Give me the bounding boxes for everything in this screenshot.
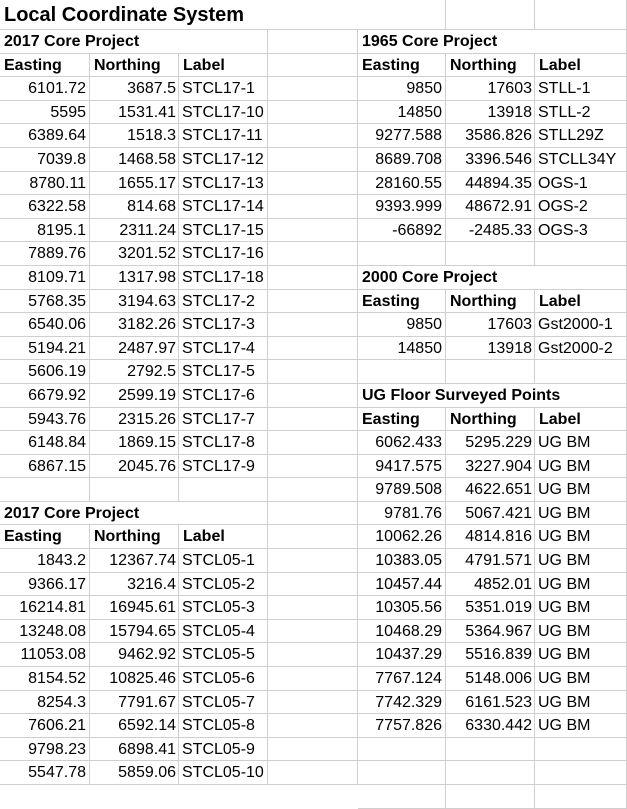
northing-cell[interactable]: 4814.816 [446, 525, 535, 549]
empty-cell[interactable] [268, 478, 358, 502]
sheet-row [0, 54, 358, 78]
northing-cell[interactable]: 10825.46 [90, 667, 179, 691]
sheet-row [0, 313, 358, 337]
northing-cell[interactable]: -2485.33 [446, 219, 535, 243]
sheet-row [358, 549, 627, 573]
easting-cell[interactable]: 7889.76 [0, 242, 90, 266]
northing-cell[interactable]: 2792.5 [90, 360, 179, 384]
sheet-row [0, 290, 358, 314]
northing-cell[interactable]: 814.68 [90, 195, 179, 219]
sheet-row [358, 691, 627, 715]
sheet-row [358, 148, 627, 172]
label-cell[interactable]: UG BM [535, 478, 627, 502]
label-cell[interactable]: STCL17-18 [179, 266, 268, 290]
easting-cell[interactable]: 5768.35 [0, 290, 90, 314]
label-cell[interactable]: STCL17-13 [179, 172, 268, 196]
label-cell[interactable]: Gst2000-2 [535, 337, 627, 361]
label-cell[interactable]: STLL-2 [535, 101, 627, 125]
easting-cell[interactable]: 1843.2 [0, 549, 90, 573]
easting-cell[interactable]: 10062.26 [358, 525, 446, 549]
easting-cell[interactable]: 10305.56 [358, 596, 446, 620]
northing-cell[interactable]: 1317.98 [90, 266, 179, 290]
label-cell[interactable]: STCL17-10 [179, 101, 268, 125]
empty-cell[interactable] [268, 148, 358, 172]
label-cell[interactable]: UG BM [535, 525, 627, 549]
empty-cell[interactable] [268, 195, 358, 219]
northing-cell[interactable]: 12367.74 [90, 549, 179, 573]
sheet-row [0, 77, 358, 101]
empty-cell[interactable] [535, 30, 627, 54]
northing-cell[interactable]: 3201.52 [90, 242, 179, 266]
sheet-row [358, 667, 627, 691]
sheet-row [358, 525, 627, 549]
easting-cell[interactable]: 13248.08 [0, 620, 90, 644]
label-cell[interactable]: STCL17-9 [179, 455, 268, 479]
empty-cell[interactable] [268, 596, 358, 620]
easting-cell[interactable]: 6062.433 [358, 431, 446, 455]
northing-cell[interactable]: 5295.229 [446, 431, 535, 455]
easting-cell[interactable]: 9393.999 [358, 195, 446, 219]
label-cell[interactable]: Gst2000-1 [535, 313, 627, 337]
sheet-row [0, 549, 358, 573]
easting-cell[interactable]: 5595 [0, 101, 90, 125]
northing-cell[interactable]: 4622.651 [446, 478, 535, 502]
empty-cell[interactable] [535, 266, 627, 290]
label-cell[interactable]: UG BM [535, 502, 627, 526]
easting-cell[interactable]: 5943.76 [0, 408, 90, 432]
empty-cell[interactable] [268, 30, 358, 54]
northing-header[interactable]: Northing [446, 54, 535, 78]
section-title[interactable]: 2017 Core Project [0, 502, 179, 526]
northing-cell[interactable]: 5364.967 [446, 620, 535, 644]
label-cell[interactable]: STCL17-8 [179, 431, 268, 455]
northing-cell[interactable]: 3227.904 [446, 455, 535, 479]
northing-cell[interactable]: 15794.65 [90, 620, 179, 644]
easting-cell[interactable]: 7757.826 [358, 714, 446, 738]
sheet-row [358, 384, 627, 408]
easting-cell[interactable]: 6540.06 [0, 313, 90, 337]
northing-cell[interactable]: 6592.14 [90, 714, 179, 738]
label-cell[interactable]: UG BM [535, 714, 627, 738]
northing-cell[interactable]: 7791.67 [90, 691, 179, 715]
label-header[interactable]: Label [535, 290, 627, 314]
northing-cell[interactable]: 6330.442 [446, 714, 535, 738]
sheet-row [0, 502, 358, 526]
easting-cell[interactable]: 14850 [358, 101, 446, 125]
label-cell[interactable]: STCL17-12 [179, 148, 268, 172]
sheet-row [0, 431, 358, 455]
northing-cell[interactable]: 9462.92 [90, 643, 179, 667]
easting-cell[interactable]: 6322.58 [0, 195, 90, 219]
label-cell[interactable]: UG BM [535, 667, 627, 691]
label-cell[interactable]: STCL05-4 [179, 620, 268, 644]
empty-cell[interactable] [268, 573, 358, 597]
label-cell[interactable]: STCL17-16 [179, 242, 268, 266]
sheet-row [358, 360, 627, 384]
label-cell[interactable]: UG BM [535, 573, 627, 597]
sheet-row [358, 54, 627, 78]
sheet-row [358, 620, 627, 644]
empty-cell[interactable] [268, 549, 358, 573]
empty-cell[interactable] [268, 408, 358, 432]
easting-header[interactable]: Easting [358, 290, 446, 314]
sheet-row [358, 266, 627, 290]
easting-cell[interactable]: 8689.708 [358, 148, 446, 172]
empty-cell[interactable] [535, 761, 627, 785]
sheet-row [358, 714, 627, 738]
northing-cell[interactable]: 1468.58 [90, 148, 179, 172]
easting-cell[interactable]: 10457.44 [358, 573, 446, 597]
label-cell[interactable]: STCL05-8 [179, 714, 268, 738]
northing-header[interactable]: Northing [446, 290, 535, 314]
easting-cell[interactable]: 7606.21 [0, 714, 90, 738]
empty-cell[interactable] [268, 172, 358, 196]
easting-cell[interactable]: 9781.76 [358, 502, 446, 526]
northing-cell[interactable]: 48672.91 [446, 195, 535, 219]
sheet-row [0, 172, 358, 196]
label-cell[interactable]: STCL05-9 [179, 738, 268, 762]
easting-cell[interactable]: 16214.81 [0, 596, 90, 620]
empty-cell[interactable] [446, 761, 535, 785]
northing-cell[interactable]: 3216.4 [90, 573, 179, 597]
sheet-row [0, 337, 358, 361]
northing-cell[interactable]: 1869.15 [90, 431, 179, 455]
empty-cell[interactable] [268, 124, 358, 148]
northing-cell[interactable]: 3194.63 [90, 290, 179, 314]
easting-header[interactable]: Easting [358, 408, 446, 432]
empty-cell[interactable] [179, 478, 268, 502]
easting-cell[interactable]: 5606.19 [0, 360, 90, 384]
northing-cell[interactable]: 4852.01 [446, 573, 535, 597]
easting-cell[interactable]: 6679.92 [0, 384, 90, 408]
empty-cell[interactable] [535, 242, 627, 266]
northing-cell[interactable]: 2315.26 [90, 408, 179, 432]
label-cell[interactable]: STCL17-7 [179, 408, 268, 432]
sheet-row [358, 124, 627, 148]
empty-cell[interactable] [179, 502, 268, 526]
easting-cell[interactable]: 7742.329 [358, 691, 446, 715]
label-header[interactable]: Label [179, 54, 268, 78]
sheet-row [358, 30, 627, 54]
label-cell[interactable]: STCL17-1 [179, 77, 268, 101]
label-cell[interactable]: STLL-1 [535, 77, 627, 101]
label-cell[interactable]: STCL17-11 [179, 124, 268, 148]
sheet-row [0, 714, 358, 738]
empty-cell[interactable] [358, 0, 446, 30]
sheet-row [0, 101, 358, 125]
easting-cell[interactable]: 6101.72 [0, 77, 90, 101]
empty-cell[interactable] [268, 101, 358, 125]
easting-cell[interactable]: 6389.64 [0, 124, 90, 148]
label-cell[interactable]: UG BM [535, 620, 627, 644]
empty-cell[interactable] [535, 384, 627, 408]
northing-cell[interactable]: 13918 [446, 337, 535, 361]
easting-cell[interactable]: 10437.29 [358, 643, 446, 667]
northing-header[interactable]: Northing [446, 408, 535, 432]
sheet-row [358, 337, 627, 361]
label-cell[interactable]: OGS-2 [535, 195, 627, 219]
northing-cell[interactable]: 5067.421 [446, 502, 535, 526]
label-cell[interactable]: UG BM [535, 691, 627, 715]
easting-cell[interactable]: 8195.1 [0, 219, 90, 243]
sheet-row [0, 691, 358, 715]
easting-cell[interactable]: 7767.124 [358, 667, 446, 691]
empty-cell[interactable] [535, 0, 627, 30]
northing-cell[interactable]: 1655.17 [90, 172, 179, 196]
sheet-row [358, 0, 627, 30]
sheet-row [0, 30, 358, 54]
empty-cell[interactable] [446, 0, 535, 30]
sheet-row [358, 290, 627, 314]
sheet-row [0, 525, 358, 549]
northing-cell[interactable]: 2599.19 [90, 384, 179, 408]
sheet-row [0, 360, 358, 384]
sheet-row [0, 148, 358, 172]
sheet-row [358, 502, 627, 526]
empty-cell[interactable] [268, 360, 358, 384]
empty-cell[interactable] [268, 77, 358, 101]
sheet-row [358, 455, 627, 479]
easting-cell[interactable]: 9789.508 [358, 478, 446, 502]
northing-cell[interactable]: 3586.826 [446, 124, 535, 148]
label-cell[interactable]: STCL17-2 [179, 290, 268, 314]
section-title[interactable]: 1965 Core Project [358, 30, 535, 54]
empty-cell[interactable] [535, 360, 627, 384]
empty-cell[interactable] [268, 242, 358, 266]
empty-cell[interactable] [268, 761, 358, 785]
empty-cell[interactable] [268, 219, 358, 243]
label-cell[interactable]: STCL17-15 [179, 219, 268, 243]
northing-cell[interactable]: 16945.61 [90, 596, 179, 620]
northing-cell[interactable]: 17603 [446, 77, 535, 101]
label-cell[interactable]: STCL05-2 [179, 573, 268, 597]
northing-cell[interactable]: 5148.006 [446, 667, 535, 691]
sheet-row [358, 242, 627, 266]
sheet-row [0, 738, 358, 762]
northing-header[interactable]: Northing [90, 54, 179, 78]
easting-cell[interactable]: 9798.23 [0, 738, 90, 762]
empty-cell[interactable] [268, 525, 358, 549]
label-cell[interactable]: STCL05-6 [179, 667, 268, 691]
sheet-row [0, 620, 358, 644]
easting-cell[interactable]: 10468.29 [358, 620, 446, 644]
easting-cell[interactable]: 7039.8 [0, 148, 90, 172]
northing-cell[interactable]: 3182.26 [90, 313, 179, 337]
label-cell[interactable]: STCL17-14 [179, 195, 268, 219]
sheet-row [358, 643, 627, 667]
sheet-row [358, 101, 627, 125]
empty-cell[interactable] [268, 714, 358, 738]
sheet-row [0, 573, 358, 597]
empty-cell[interactable] [358, 761, 446, 785]
sheet-row [358, 573, 627, 597]
easting-cell[interactable]: 8254.3 [0, 691, 90, 715]
northing-cell[interactable]: 5516.839 [446, 643, 535, 667]
label-cell[interactable]: UG BM [535, 643, 627, 667]
easting-cell[interactable]: 9417.575 [358, 455, 446, 479]
easting-cell[interactable]: 5194.21 [0, 337, 90, 361]
northing-cell[interactable]: 1531.41 [90, 101, 179, 125]
label-header[interactable]: Label [179, 525, 268, 549]
sheet-row [358, 761, 627, 785]
northing-cell[interactable]: 5351.019 [446, 596, 535, 620]
sheet-row [358, 431, 627, 455]
section-title[interactable]: 2000 Core Project [358, 266, 535, 290]
label-cell[interactable]: UG BM [535, 596, 627, 620]
sheet-row [0, 266, 358, 290]
label-header[interactable]: Label [535, 408, 627, 432]
label-cell[interactable]: UG BM [535, 549, 627, 573]
northing-cell[interactable]: 2487.97 [90, 337, 179, 361]
label-cell[interactable]: STCL17-6 [179, 384, 268, 408]
sheet-row [358, 478, 627, 502]
easting-cell[interactable]: -66892 [358, 219, 446, 243]
easting-header[interactable]: Easting [0, 54, 90, 78]
easting-cell[interactable]: 8154.52 [0, 667, 90, 691]
section-title[interactable]: UG Floor Surveyed Points [358, 384, 535, 408]
sheet-row [358, 738, 627, 762]
label-cell[interactable]: STCL05-1 [179, 549, 268, 573]
empty-cell[interactable] [446, 738, 535, 762]
easting-cell[interactable]: 8109.71 [0, 266, 90, 290]
northing-header[interactable]: Northing [90, 525, 179, 549]
northing-cell[interactable]: 1518.3 [90, 124, 179, 148]
section-title[interactable]: 2017 Core Project [0, 30, 179, 54]
northing-cell[interactable]: 6161.523 [446, 691, 535, 715]
easting-cell[interactable]: 5547.78 [0, 761, 90, 785]
empty-cell[interactable] [268, 643, 358, 667]
empty-cell[interactable] [268, 337, 358, 361]
easting-header[interactable]: Easting [0, 525, 90, 549]
empty-cell[interactable] [268, 455, 358, 479]
northing-cell[interactable]: 44894.35 [446, 172, 535, 196]
sheet-row [0, 643, 358, 667]
easting-cell[interactable]: 6867.15 [0, 455, 90, 479]
label-cell[interactable]: UG BM [535, 431, 627, 455]
sheet-row [0, 667, 358, 691]
empty-cell[interactable] [358, 738, 446, 762]
label-cell[interactable]: OGS-1 [535, 172, 627, 196]
empty-cell[interactable] [268, 738, 358, 762]
northing-cell[interactable]: 3396.546 [446, 148, 535, 172]
empty-cell[interactable] [446, 242, 535, 266]
label-cell[interactable]: STCL05-7 [179, 691, 268, 715]
northing-cell[interactable]: 4791.571 [446, 549, 535, 573]
sheet-row [0, 596, 358, 620]
sheet-row [358, 172, 627, 196]
sheet-row [0, 0, 358, 30]
right-column [358, 0, 627, 809]
easting-cell[interactable]: 9850 [358, 77, 446, 101]
sheet-row [0, 761, 358, 785]
northing-cell[interactable]: 2311.24 [90, 219, 179, 243]
sheet-row [0, 242, 358, 266]
easting-cell[interactable]: 10383.05 [358, 549, 446, 573]
easting-cell[interactable]: 6148.84 [0, 431, 90, 455]
sheet-title[interactable]: Local Coordinate System [0, 0, 358, 30]
easting-cell[interactable]: 9277.588 [358, 124, 446, 148]
sheet-row [0, 384, 358, 408]
label-cell[interactable]: OGS-3 [535, 219, 627, 243]
sheet-row [358, 77, 627, 101]
label-cell[interactable]: STCL05-5 [179, 643, 268, 667]
northing-cell[interactable]: 3687.5 [90, 77, 179, 101]
empty-cell[interactable] [0, 478, 90, 502]
empty-cell[interactable] [268, 54, 358, 78]
label-cell[interactable]: STCL05-3 [179, 596, 268, 620]
label-cell[interactable]: STCL17-5 [179, 360, 268, 384]
label-cell[interactable]: STCLL34Y [535, 148, 627, 172]
sheet-row [0, 408, 358, 432]
sheet-row [0, 478, 358, 502]
sheet-row [0, 219, 358, 243]
sheet-row [358, 313, 627, 337]
sheet-row [358, 195, 627, 219]
empty-cell[interactable] [268, 431, 358, 455]
label-cell[interactable]: STLL29Z [535, 124, 627, 148]
label-cell[interactable]: STCL17-4 [179, 337, 268, 361]
sheet-row [358, 219, 627, 243]
label-header[interactable]: Label [535, 54, 627, 78]
empty-cell[interactable] [268, 313, 358, 337]
empty-cell[interactable] [268, 691, 358, 715]
empty-cell[interactable] [268, 266, 358, 290]
northing-cell[interactable]: 13918 [446, 101, 535, 125]
empty-cell[interactable] [535, 738, 627, 762]
sheet-row [0, 124, 358, 148]
northing-cell[interactable]: 17603 [446, 313, 535, 337]
empty-cell[interactable] [268, 502, 358, 526]
northing-cell[interactable]: 2045.76 [90, 455, 179, 479]
easting-cell[interactable]: 11053.08 [0, 643, 90, 667]
sheet-row [0, 195, 358, 219]
empty-cell[interactable] [90, 478, 179, 502]
empty-cell[interactable] [268, 620, 358, 644]
empty-cell[interactable] [179, 30, 268, 54]
easting-cell[interactable]: 8780.11 [0, 172, 90, 196]
label-cell[interactable]: STCL17-3 [179, 313, 268, 337]
northing-cell[interactable]: 6898.41 [90, 738, 179, 762]
sheet-row [358, 408, 627, 432]
sheet-row [0, 455, 358, 479]
empty-cell[interactable] [268, 667, 358, 691]
easting-cell[interactable]: 9366.17 [0, 573, 90, 597]
easting-cell[interactable]: 14850 [358, 337, 446, 361]
empty-cell[interactable] [358, 242, 446, 266]
northing-cell[interactable]: 5859.06 [90, 761, 179, 785]
easting-cell[interactable]: 9850 [358, 313, 446, 337]
empty-cell[interactable] [446, 360, 535, 384]
label-cell[interactable]: STCL05-10 [179, 761, 268, 785]
easting-header[interactable]: Easting [358, 54, 446, 78]
empty-cell[interactable] [268, 384, 358, 408]
empty-cell[interactable] [268, 290, 358, 314]
empty-cell[interactable] [358, 360, 446, 384]
easting-cell[interactable]: 28160.55 [358, 172, 446, 196]
sheet-row [358, 596, 627, 620]
label-cell[interactable]: UG BM [535, 455, 627, 479]
